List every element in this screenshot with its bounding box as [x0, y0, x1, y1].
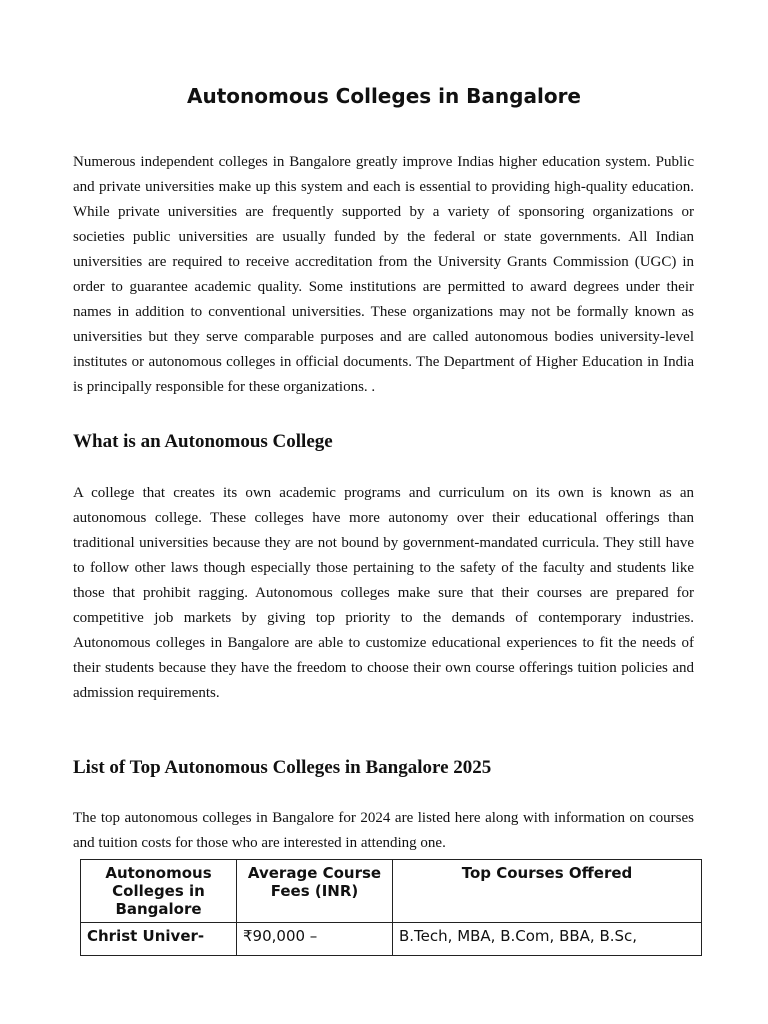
- page-title: Autonomous Colleges in Bangalore: [187, 84, 581, 108]
- what-is-paragraph: A college that creates its own academic programs and curriculum on its own is known as an autonomous college. These colleges have more autonomy over their educational offerings than traditional universities because they are not bound by government-mandated curricula. They still have to follow other laws though especially those pertaining to the safety of the faculty and students like those that prohibit ragging. Autonomous colleges make sure that their courses are prepared for competitive job markets by giving top priority to the demands of contemporary industries. Autonomous colleges in Bangalore are able to customize educational experiences to fit the needs of their students because they have the freedom to choose their own course offerings tuition policies and admission requirements.: [73, 485, 694, 701]
- header-courses: Top Courses Offered: [393, 860, 702, 923]
- intro-paragraph: Numerous independent colleges in Bangalore greatly improve Indias higher education system. Public and private universities make up this system and each is essential to providing high-quality education. While private universities are frequently supported by a variety of sponsoring organizations or societies public universities are usually funded by the federal or state governments. All Indian universities are required to receive accreditation from the University Grants Commission (UGC) in order to guarantee academic quality. Some institutions are permitted to award degrees under their names in addition to conventional universities. These organizations may not be formally known as universities but they serve comparable purposes and are called autonomous bodies university-level institutes or autonomous colleges in official documents. The Department of Higher Education in India is principally responsible for these organizations. .: [73, 154, 694, 395]
- table-header-row: [81, 860, 702, 923]
- header-college: Autonomous Colleges in Bangalore: [81, 860, 237, 923]
- table-row: [81, 923, 702, 956]
- section-heading-what-is: What is an Autonomous College: [73, 431, 333, 452]
- cell-courses: B.Tech, MBA, B.Com, BBA, B.Sc,: [393, 923, 702, 956]
- colleges-table: [80, 859, 702, 956]
- header-fees: Average Course Fees (INR): [237, 860, 393, 923]
- section-heading-list: List of Top Autonomous Colleges in Bangalore 2025: [73, 757, 492, 778]
- list-intro-paragraph: The top autonomous colleges in Bangalore for 2024 are listed here along with information on courses and tuition costs for those who are interested in attending one.: [73, 810, 694, 851]
- cell-college: Christ Univer-: [81, 923, 237, 956]
- cell-fees: ₹90,000 –: [237, 923, 393, 956]
